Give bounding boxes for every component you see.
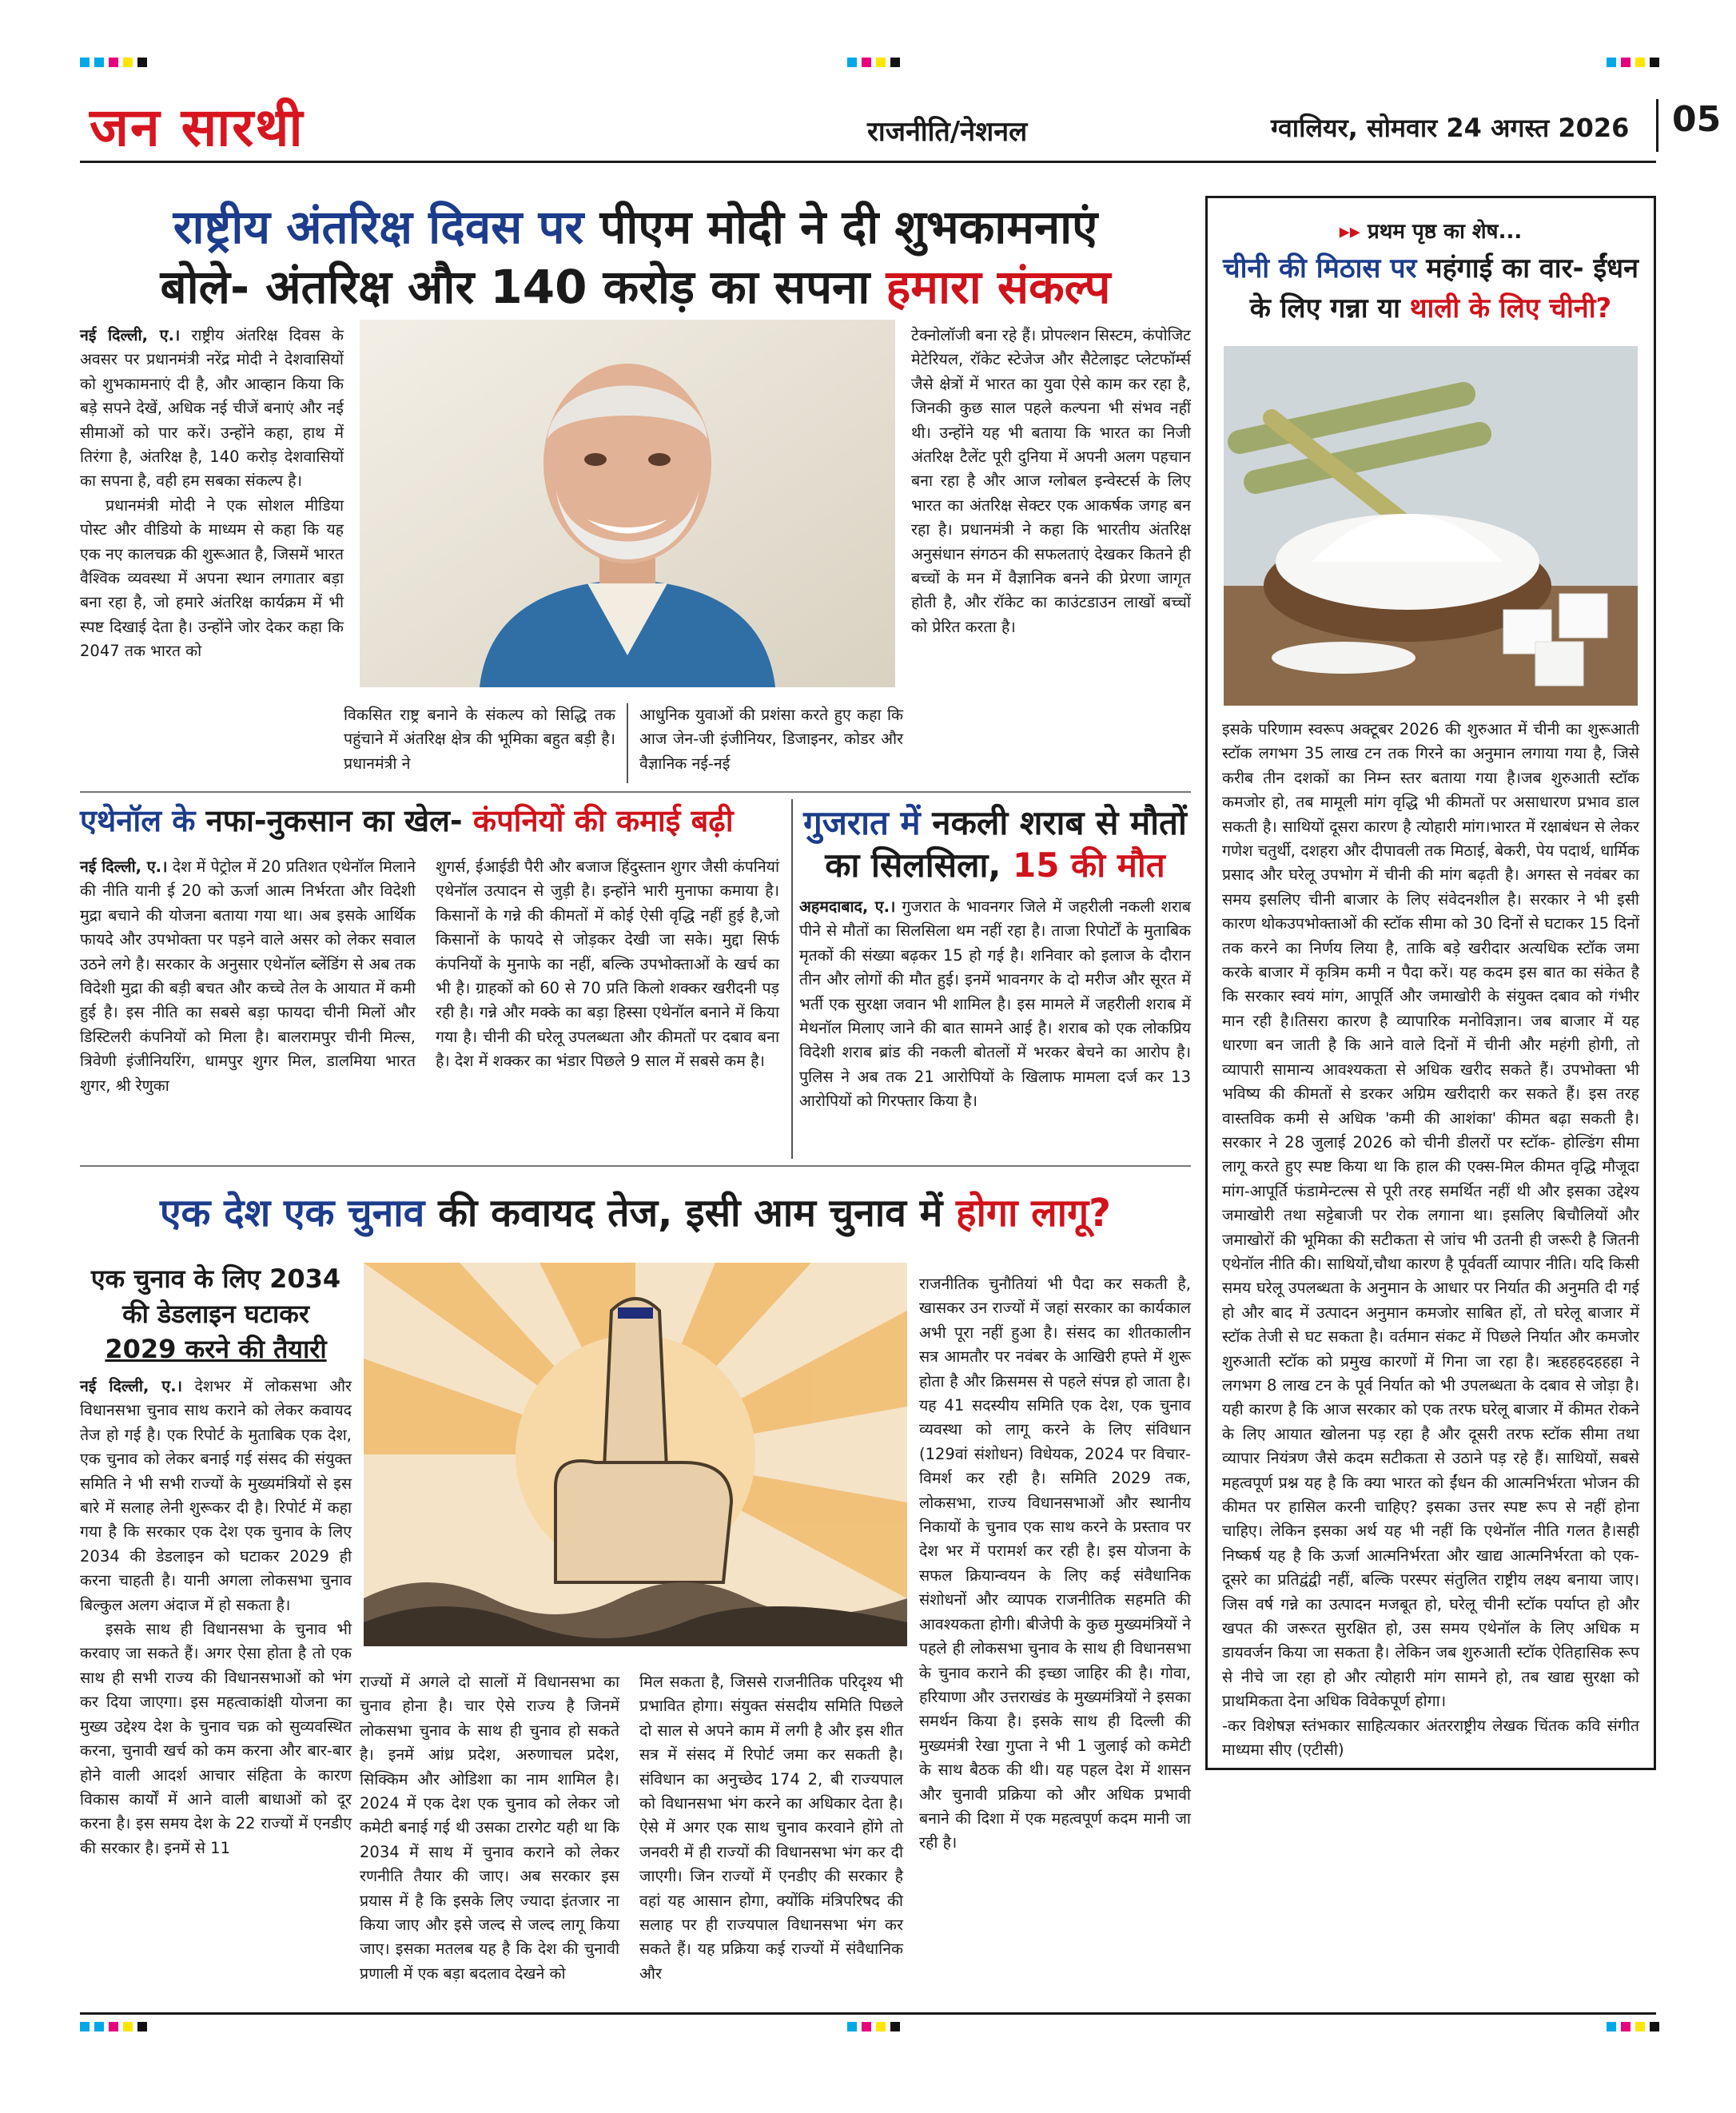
story1-headline-part-a: राष्ट्रीय अंतरिक्ष दिवस पर — [173, 200, 584, 254]
sidebar-kicker — [1208, 216, 1654, 245]
story2-headline — [80, 803, 783, 839]
registration-marks-top-right — [1607, 58, 1659, 67]
sidebar-byline: -कर विशेषज्ञ स्तंभकार साहित्यकार अंतरराष्ट्रीय लेखक चिंतक कवि संगीत माध्यमा सीए (एटीसी) — [1222, 1716, 1639, 1760]
story2-headline-part-b: नफा-नुकसान का खेल- — [205, 803, 463, 838]
sugar-sugarcane-photo — [1224, 346, 1638, 706]
story4-headline-part-a: एक देश एक चुनाव — [160, 1191, 425, 1236]
story3-dateline: अहमदाबाद, ए.। — [799, 897, 896, 916]
story4-headline — [80, 1191, 1191, 1236]
voting-ink-finger-graphic — [364, 1263, 907, 1646]
story1-column-3: टेक्नोलॉजी बना रहे हैं। प्रोपल्शन सिस्टम, कंपोजिट मेटेरियल, रॉकेट स्टेजेज और सैटेलाइट प्लेटफॉर्म्स जैसे क्षेत्रों में भारत का युवा ऐसे काम कर रहा है, जिनकी कुछ साल पहले कल्पना भी संभव नहीं थी। उन्होंने यह भी बताया कि भारत का निजी अंतरिक्ष टैलेंट पूरी दुनिया में अपनी अलग पहचान बना रहा है और आज ग्लोबल इन्वेस्टर्स के लिए भारत का अंतरिक्ष सेक्टर एक आकर्षक जगह बन रहा है। प्रधानमंत्री ने कहा कि भारतीय अंतरिक्ष अनुसंधान संगठन की सफलताएं देखकर कितने ही बच्चों के मन में वैज्ञानिक बनने की प्रेरणा जागृत होती है, और रॉकेट का काउंटडाउन लाखों बच्चों को प्रेरित करता है। — [911, 326, 1191, 636]
story2-column-1 — [80, 855, 416, 1098]
story2-dateline: नई दिल्ली, ए.। — [80, 858, 168, 876]
story4-subhead — [80, 1261, 352, 1367]
masthead — [80, 86, 1722, 163]
story1-column-1 — [80, 324, 344, 664]
issue-dateline: ग्वालियर, सोमवार 24 अगस्त 2026 — [1271, 113, 1630, 143]
pm-modi-photo — [360, 320, 895, 687]
sidebar-headline-part-c: के लिए गन्ना या — [1249, 292, 1400, 324]
story3-headline-line2 — [799, 846, 1191, 885]
story2-headline-part-c: कंपनियों की कमाई बढ़ी — [472, 803, 734, 838]
story1-para-1: राष्ट्रीय अंतरिक्ष दिवस के अवसर पर प्रधानमंत्री नरेंद्र मोदी ने देशवासियों को शुभकामनाएं दी है, और आव्हान किया कि बड़े सपने देखें, अधिक नई चीजें बनाएं और नई सीमाओं को पार करें। उन्होंने कहा, हाथ में तिरंगा है, अंतरिक्ष है, 140 करोड़ देशवासियों का सपना है, वही हम सबका संकल्प है। — [80, 326, 344, 491]
story2-story3-rule — [791, 799, 793, 1159]
story2-col1-text: देश में पेट्रोल में 20 प्रतिशत एथेनॉल मिलाने की नीति यानी ई 20 को ऊर्जा आत्म निर्भरता और विदेशी मुद्रा बचाने की योजना बताया गया था। अब इसके आर्थिक फायदे और उपभोक्ता पर पड़ने वाले असर को लेकर सवाल उठने लगे है। सरकार के अनुसार एथेनॉल ब्लेंडिंग से अब तक विदेशी मुद्रा की बड़ी बचत और कच्चे तेल के आयात में कमी हुई है। इस नीति का सबसे बड़ा फायदा चीनी मिलों और डिस्टिलरी कंपनियों को मिला है। बालरामपुर चीनी मिल्स, त्रिवेणी इंजीनियरिंग, धामपुर शुगर मिल, डालमिया भारत शुगर, श्री रेणुका — [80, 858, 416, 1095]
story4-subhead-line3: 2029 करने की तैयारी — [105, 1334, 327, 1364]
sidebar-headline-line1 — [1208, 253, 1654, 285]
registration-marks-bottom-right — [1607, 2022, 1659, 2031]
story4-column-4: राजनीतिक चुनौतियां भी पैदा कर सकती है, खासकर उन राज्यों में जहां सरकार का कार्यकाल अभी पूरा नहीं हुआ है। संसद का शीतकालीन सत्र आमतौर पर नवंबर के आखिरी हफ्ते में शुरू होता है और क्रिसमस से पहले संपन्न हो जाता है। यह 41 सदस्यीय समिति एक देश, एक चुनाव व्यवस्था को लागू करने के लिए संविधान (129वां संशोधन) विधेयक, 2024 पर विचार-विमर्श कर रही है। समिति 2029 तक, लोकसभा, राज्य विधानसभाओं और स्थानीय निकायों के चुनाव एक साथ करने के प्रस्ताव पर देश भर में परामर्श कर रही है। इस योजना के सफल क्रियान्वयन के लिए कई संवैधानिक संशोधनों और व्यापक राजनीतिक सहमति की आवश्यकता होगी। बीजेपी के कुछ मुख्यमंत्रियों ने पहले ही लोकसभा चुनाव के साथ ही विधानसभा के चुनाव कराने की इच्छा जाहिर की है। गोवा, हरियाणा और उत्तराखंड के मुख्यमंत्रियों ने इसका समर्थन किया है। इसके साथ ही दिल्ली की मुख्यमंत्री रेखा गुप्ता ने भी 1 जुलाई को कमेटी के साथ बैठक की थी। यह पहल देश में शासन और चुनावी प्रक्रिया को और अधिक प्रभावी बनाने की दिशा में एक महत्वपूर्ण कदम मानी जा रही है। — [919, 1275, 1191, 1852]
story1-para-2: प्रधानमंत्री मोदी ने एक सोशल मीडिया पोस्ट और वीडियो के माध्यम से कहा कि यह एक नए कालचक्र की शुरूआत है, जिसमें भारत वैश्विक व्यवस्था में अपना स्थान लगातार बड़ा बना रहा है, जो हमारे अंतरिक्ष कार्यक्रम में भी स्पष्ट दिखाई देता है। उन्होंने जोर देकर कहा कि 2047 तक भारत को — [80, 495, 344, 661]
registration-marks-top-center — [847, 58, 900, 67]
newspaper-logo: जन सारथी — [90, 96, 305, 158]
story1-column-rule — [627, 703, 628, 783]
story4-column-1 — [80, 1375, 352, 1860]
portrait-illustration — [360, 320, 895, 687]
story4-dateline: नई दिल्ली, ए.। — [80, 1377, 182, 1395]
double-chevron-right-icon: ▸▸ — [1339, 220, 1360, 244]
story2-column-2: शुगर्स, ईआईडी पैरी और बजाज हिंदुस्तान शुगर जैसी कंपनियां एथेनॉल उत्पादन से जुड़ी है। इन्होंने भारी मुनाफा कमाया है। किसानों के गन्ने की कीमतों में कोई ऐसी वृद्धि नहीं हुई है,जो किसानों के फायदे से जोड़कर देखी जा सके। मुद्दा सिर्फ कंपनियों के मुनाफे का नहीं, बल्कि उपभोक्ताओं के खर्च का भी है। ग्राहकों को 60 से 70 प्रति किलो शक्कर खरीदनी पड़ रही है। गन्ने और मक्के का बड़ा हिस्सा एथेनॉल बनाने में किया गया है। चीनी की घरेलू उपलब्धता और कीमतों पर दबाव बना है। देश में शक्कर का भंडार पिछले 9 साल में सबसे कम है। — [436, 858, 779, 1071]
story4-headline-part-b: की कवायद तेज, इसी आम चुनाव में — [438, 1191, 943, 1236]
story4-column-3: मिल सकता है, जिससे राजनीतिक परिदृश्य भी प्रभावित होगा। संयुक्त संसदीय समिति पिछले दो साल से अपने काम में लगी है और इस शीत सत्र में संसद में रिपोर्ट जमा कर सकती है। संविधान का अनुच्छेद 174 2, बी राज्यपाल को विधानसभा भंग करने का अधिकार देता है। ऐसे में अगर एक साथ चुनाव करवाने होंगे तो जनवरी में ही राज्यों की विधानसभा भंग कर दी जाएगी। जिन राज्यों में एनडीए की सरकार है वहां यह आसान होगा, क्योंकि मंत्रिपरिषद की सलाह पर ही राज्यपाल विधानसभा भंग कर सकते हैं। यह प्रक्रिया कई राज्यों में संवैधानिक और — [639, 1673, 903, 1983]
registration-marks-bottom-left — [80, 2022, 147, 2031]
sidebar-headline-part-a: चीनी की मिठास पर — [1223, 253, 1417, 285]
story2-headline-part-a: एथेनॉल के — [80, 803, 196, 838]
sidebar-headline-part-b: महंगाई का वार- ईंधन — [1426, 253, 1638, 285]
story3-bottom-rule — [80, 1165, 1191, 1167]
election-finger-illustration — [364, 1263, 907, 1646]
story1-headline-line2 — [80, 260, 1191, 314]
masthead-separator — [1656, 99, 1658, 152]
story1-headline-line1 — [80, 200, 1191, 254]
sidebar-body-text: इसके परिणाम स्वरूप अक्टूबर 2026 की शुरुआत में चीनी का शुरूआती स्टॉक लगभग 35 लाख टन तक गिरने का अनुमान लगाया गया है, जिसे करीब तीन दशकों का निम्न स्तर बताया गया है।जब शुरुआती स्टॉक कमजोर हो, तब मामूली मांग वृद्धि भी कीमतों पर असाधारण प्रभाव डाल सकती है। साथियों दूसरा कारण है त्योहारी मांग।भारत में रक्षाबंधन से लेकर गणेश चतुर्थी, दशहरा और दीपावली तक मिठाई, बेकरी, पेय पदार्थ, धार्मिक प्रसाद और घरेलू उपभोग में चीनी की मांग बढ़ती है। अगस्त से नवंबर का समय इसलिए चीनी बाजार के लिए संवेदनशील है। सरकार ने भी इसी कारण थोकउपभोक्ताओं की स्टॉक सीमा को 30 दिनों से घटाकर 15 दिनों तक करने का निर्णय लिया है, ताकि बड़े खरीदार अत्यधिक स्टॉक जमा करके बाजार में कृत्रिम कमी न पैदा करें। यह कदम इस बात का संकेत है कि सरकार स्वयं मांग, आपूर्ति और जमाखोरी के संयुक्त दबाव को गंभीर मान रही है।तिसरा कारण है व्यापारिक मनोविज्ञान। जब बाजार में यह धारणा बन जाती है कि आने वाले दिनों में चीनी और महंगी होगी, तो व्यापारी सामान्य आवश्यकता से अधिक खरीद सकते हैं। उपभोक्ता भी भविष्य की कीमतों से डरकर अग्रिम खरीदारी कर सकते हैं। इस तरह वास्तविक कमी से अधिक 'कमी की आशंका' कीमत बढ़ा सकती है। सरकार ने 28 जुलाई 2026 को चीनी डीलरों पर स्टॉक- होल्डिंग सीमा लागू करते हुए स्पष्ट किया था कि हाल की एक्स-मिल कीमत वृद्धि मौजूदा मांग-आपूर्ति फंडामेन्टल्स से पूरी तरह समर्थित नहीं थी और इसका उद्देश्य जमाखोरी तथा सट्टेबाजी पर रोक लगाना था। इसलिए बिचौलियों और जमाखोरों की भूमिका की सटीकता से जांच भी उतनी ही जरूरी है जितनी एथेनॉल नीति की। साथियों,चौथा कारण है पूर्ववर्ती व्यापार नीति। यदि किसी समय घरेलू उपलब्धता के अनुमान के आधार पर निर्यात की अनुमति दी गई हो और बाद में उत्पादन अनुमान कमजोर साबित हों, तो घरेलू बाजार में स्टॉक तेजी से घट सकता है। वर्तमान संकट में पिछले निर्यात और कमजोर शुरुआती स्टॉक को प्रमुख कारणों में गिना जा रहा है। ऋहहहदहहहा ने लगभग 8 लाख टन के पूर्व निर्यात को भी उपलब्धता के दबाव से जोड़ा है। यही कारण है कि आज सरकार को एक तरफ घरेलू बाजार में कीमत रोकने के लिए आयात खोलना पड़ रहा है और दूसरी तरफ स्टॉक सीमा तथा व्यापार नियंत्रण जैसे कदम सटीकता से उठाने पड़ रहे हैं। साथियों, सबसे महत्वपूर्ण प्रश्न यह है कि क्या भारत को ईंधन की आत्मनिर्भरता भोजन की कीमत पर हासिल करनी चाहिए? इसका उत्तर स्पष्ट रूप से नहीं होना चाहिए। लेकिन इसका अर्थ यह भी नहीं कि एथेनॉल नीति गलत है।सही निष्कर्ष यह है कि ऊर्जा आत्मनिर्भरता और खाद्य आत्मनिर्भरता को एक-दूसरे का प्रतिद्वंद्वी नहीं, बल्कि परस्पर संतुलित राष्ट्रीय लक्ष्य बनाया जाए। जिस वर्ष गन्ने का उत्पादन मजबूत हो, घरेलू चीनी स्टॉक पर्याप्त हो और खपत की जरूरत सुरक्षित हो, उस समय एथेनॉल के लिए अधिक म डायवर्जन किया जा सकता है। लेकिन जब शुरुआती स्टॉक ऐतिहासिक रूप से नीचे जा रहा हो और त्योहारी मांग सामने हो, तब खाद्य सुरक्षा को प्राथमिकता देना अधिक विवेकपूर्ण होगा। — [1222, 720, 1639, 1711]
story3-headline-part-a: गुजरात में — [803, 803, 921, 842]
sidebar-kicker-text: प्रथम पृष्ठ का शेष... — [1367, 220, 1523, 244]
story1-under-photo-b: आधुनिक युवाओं की प्रशंसा करते हुए कहा कि आज जेन-जी इंजीनियर, डिजाइनर, कोडर और वैज्ञानिक नई-नई — [639, 706, 903, 773]
story1-headline-part-b: पीएम मोदी ने दी शुभकामनाएं — [599, 200, 1098, 254]
story3-body — [799, 895, 1191, 1114]
sidebar-headline-line2 — [1208, 292, 1654, 324]
story4-para-1: देशभर में लोकसभा और विधानसभा चुनाव साथ कराने को लेकर कवायद तेज हो गई है। एक रिपोर्ट के मुताबिक एक देश, एक चुनाव को लेकर बनाई गई संसद की संयुक्त समिति ने भी सभी राज्यों के मुख्यमंत्रियों से इस बारे में सलाह लेनी शुरूकर दी है। रिपोर्ट में कहा गया है कि सरकार एक देश एक चुनाव के लिए 2034 की डेडलाइन को घटाकर 2029 ही करना चाहती है। यानी अगला लोकसभा चुनाव बिल्कुल अलग अंदाज में हो सकता है। — [80, 1377, 352, 1614]
bottom-rule — [80, 2012, 1656, 2015]
sidebar-box — [1205, 196, 1656, 1770]
section-name: राजनीति/नेशनल — [867, 116, 1028, 148]
story1-dateline: नई दिल्ली, ए.। — [80, 326, 181, 344]
story3-headline-part-b: नकली शराब से मौतों — [932, 803, 1187, 842]
story4-headline-part-c: होगा लागू? — [956, 1191, 1111, 1236]
page-number: 05 — [1672, 99, 1722, 140]
story4-subhead-line2: की डेडलाइन घटाकर — [122, 1299, 309, 1329]
sugar-bowl-illustration — [1224, 346, 1638, 706]
story4-subhead-line1: एक चुनाव के लिए 2034 — [90, 1263, 341, 1294]
story3-headline-line1 — [799, 803, 1191, 843]
story4-column-2: राज्यों में अगले दो सालों में विधानसभा का चुनाव होना है। चार ऐसे राज्य है जिनमें लोकसभा चुनाव के साथ ही चुनाव हो सकते है। इनमें आंध्र प्रदेश, अरुणाचल प्रदेश, सिक्किम और ओडिशा का नाम शामिल है। 2024 में एक देश एक चुनाव को लेकर जो कमेटी बनाई गई थी उसका टारगेट यही था कि 2034 में साथ में चुनाव कराने को लेकर रणनीति तैयार की जाए। अब सरकार इस प्रयास में है कि इसके लिए ज्यादा इंतजार ना किया जाए और इसे जल्द से जल्द लागू किया जाए। इसका मतलब यह है कि देश की चुनावी प्रणाली में एक बड़ा बदलाव देखने को — [360, 1673, 619, 1983]
story3-headline-part-c: का सिलसिला, — [825, 846, 1001, 885]
story3-text: गुजरात के भावनगर जिले में जहरीली नकली शराब पीने से मौतों का सिलसिला थम नहीं रहा है। ताजा रिपोर्टों के मुताबिक मृतकों की संख्या बढ़कर 15 हो गई है। शनिवार को इलाज के दौरान तीन और लोगों की मौत हुई। इनमें भावनगर के दो मरीज और सूरत में भर्ती एक सुरक्षा जवान भी शामिल है। इस मामले में जहरीली शराब में मेथनॉल मिलाए जाने की बात सामने आई है। शराब को एक लोकप्रिय विदेशी शराब ब्रांड की नकली बोतलों में भरकर बेचने का आरोप है। पुलिस ने अब तक 21 आरोपियों के खिलाफ मामला दर्ज कर 13 आरोपियों को गिरफ्तार किया है। — [799, 897, 1192, 1111]
story1-headline-part-d: हमारा संकल्प — [886, 260, 1111, 314]
story4-para-2: इसके साथ ही विधानसभा के चुनाव भी करवाए जा सकते हैं। अगर ऐसा होता है तो एक साथ ही सभी राज्य की विधानसभाओं को भंग कर दिया जाएगा। इस महत्वाकांक्षी योजना का मुख्य उद्देश्य देश के चुनाव चक्र को सुव्यवस्थित करना, चुनावी खर्च को कम करना और बार-बार होने वाली आदर्श आचार संहिता के कारण विकास कार्यों में आने वाली बाधाओं को दूर करना है। इस समय देश के 22 राज्यों में एनडीए की सरकार है। इनमें से 11 — [80, 1620, 352, 1857]
sidebar-headline-part-d: थाली के लिए चीनी? — [1409, 292, 1612, 324]
registration-marks-bottom-center — [847, 2022, 900, 2031]
sidebar-body — [1222, 718, 1639, 1762]
story3-headline-part-d: 15 की मौत — [1012, 846, 1165, 885]
story1-bottom-rule — [80, 791, 1191, 793]
story1-under-photo-a: विकसित राष्ट्र बनाने के संकल्प को सिद्धि तक पहुंचाने में अंतरिक्ष क्षेत्र की भूमिका बहुत बड़ी है। प्रधानमंत्री ने — [344, 706, 615, 773]
story1-headline-part-c: बोले- अंतरिक्ष और 140 करोड़ का सपना — [160, 260, 870, 314]
registration-marks-top-left — [80, 58, 147, 67]
